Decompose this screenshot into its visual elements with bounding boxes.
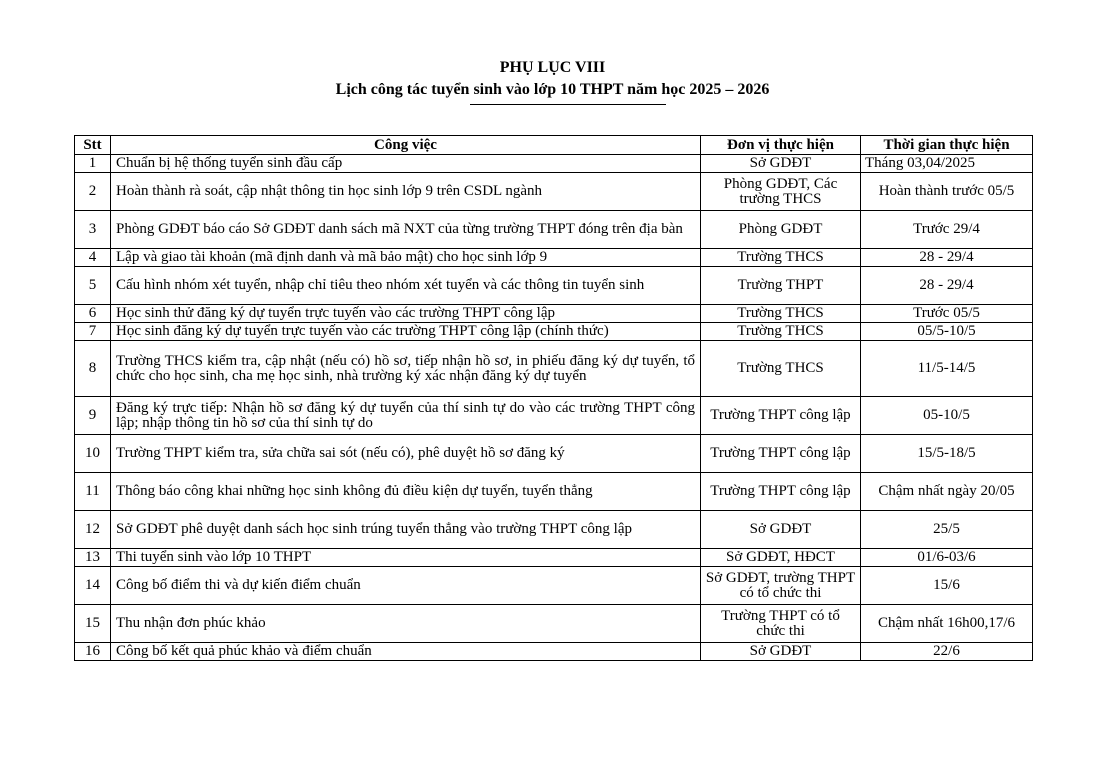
header-stt: Stt: [75, 136, 111, 155]
row-stt: 2: [75, 173, 111, 211]
row-stt: 3: [75, 211, 111, 249]
row-time: Trước 05/5: [861, 305, 1033, 323]
row-stt: 14: [75, 567, 111, 605]
table-row: [75, 211, 1033, 249]
table-row: [75, 605, 1033, 643]
row-unit: Sở GDĐT: [701, 511, 861, 549]
row-task: Đăng ký trực tiếp: Nhận hồ sơ đăng ký dự tuyển của thí sinh tự do vào các trường THPT công lập; nhập thông tin hồ sơ của thí sinh tự do: [111, 397, 701, 435]
row-unit: Trường THCS: [701, 341, 861, 397]
row-task: Phòng GDĐT báo cáo Sở GDĐT danh sách mã NXT của từng trường THPT đóng trên địa bàn: [111, 211, 701, 249]
table-row: [75, 397, 1033, 435]
row-task: Công bố điểm thi và dự kiến điểm chuẩn: [111, 567, 701, 605]
row-unit: Trường THPT công lập: [701, 435, 861, 473]
row-task: Công bố kết quả phúc khảo và điểm chuẩn: [111, 643, 701, 661]
row-time: 01/6-03/6: [861, 549, 1033, 567]
row-stt: 11: [75, 473, 111, 511]
table-row: [75, 249, 1033, 267]
row-unit: Sở GDĐT, trường THPT có tổ chức thi: [701, 567, 861, 605]
row-stt: 6: [75, 305, 111, 323]
row-stt: 13: [75, 549, 111, 567]
row-unit: Trường THCS: [701, 305, 861, 323]
row-task: Trường THPT kiểm tra, sửa chữa sai sót (nếu có), phê duyệt hồ sơ đăng ký: [111, 435, 701, 473]
row-stt: 16: [75, 643, 111, 661]
row-unit: Trường THPT: [701, 267, 861, 305]
row-time: 28 - 29/4: [861, 249, 1033, 267]
table-row: [75, 341, 1033, 397]
row-unit: Sở GDĐT: [701, 155, 861, 173]
row-unit: Trường THPT công lập: [701, 397, 861, 435]
table-row: [75, 567, 1033, 605]
row-task: Sở GDĐT phê duyệt danh sách học sinh trúng tuyển thẳng vào trường THPT công lập: [111, 511, 701, 549]
row-stt: 10: [75, 435, 111, 473]
row-unit: Trường THCS: [701, 323, 861, 341]
row-stt: 5: [75, 267, 111, 305]
schedule-table: [74, 135, 1033, 661]
row-time: 28 - 29/4: [861, 267, 1033, 305]
row-time: Chậm nhất ngày 20/05: [861, 473, 1033, 511]
row-task: Thi tuyển sinh vào lớp 10 THPT: [111, 549, 701, 567]
row-time: Hoàn thành trước 05/5: [861, 173, 1033, 211]
row-stt: 15: [75, 605, 111, 643]
table-row: [75, 305, 1033, 323]
table-row: [75, 511, 1033, 549]
row-task: Thông báo công khai những học sinh không đủ điều kiện dự tuyển, tuyển thẳng: [111, 473, 701, 511]
table-row: [75, 435, 1033, 473]
row-task: Trường THCS kiểm tra, cập nhật (nếu có) hồ sơ, tiếp nhận hồ sơ, in phiếu đăng ký dự tuyển, tổ chức cho học sinh, cha mẹ học sinh, nhà trường ký xác nhận đăng ký dự tuyển: [111, 341, 701, 397]
page-subtitle: Lịch công tác tuyển sinh vào lớp 10 THPT năm học 2025 – 2026: [335, 81, 770, 98]
table-row: [75, 155, 1033, 173]
row-task: Lập và giao tài khoản (mã định danh và mã bảo mật) cho học sinh lớp 9: [111, 249, 701, 267]
row-task: Học sinh thử đăng ký dự tuyển trực tuyến vào các trường THPT công lập: [111, 305, 701, 323]
row-stt: 9: [75, 397, 111, 435]
row-stt: 7: [75, 323, 111, 341]
row-unit: Sở GDĐT: [701, 643, 861, 661]
row-stt: 4: [75, 249, 111, 267]
row-task: Thu nhận đơn phúc khảo: [111, 605, 701, 643]
header-unit: Đơn vị thực hiện: [701, 136, 861, 155]
row-stt: 12: [75, 511, 111, 549]
row-unit: Phòng GDĐT, Các trường THCS: [701, 173, 861, 211]
header-task: Công việc: [111, 136, 701, 155]
table-row: [75, 643, 1033, 661]
subtitle-underline: [470, 104, 666, 105]
row-task: Học sinh đăng ký dự tuyển trực tuyến vào các trường THPT công lập (chính thức): [111, 323, 701, 341]
row-task: Chuẩn bị hệ thống tuyển sinh đầu cấp: [111, 155, 701, 173]
row-stt: 1: [75, 155, 111, 173]
table-row: [75, 173, 1033, 211]
row-time: 25/5: [861, 511, 1033, 549]
row-time: Tháng 03,04/2025: [861, 155, 1033, 173]
row-stt: 8: [75, 341, 111, 397]
row-time: Chậm nhất 16h00,17/6: [861, 605, 1033, 643]
row-unit: Trường THCS: [701, 249, 861, 267]
row-time: Trước 29/4: [861, 211, 1033, 249]
row-time: 22/6: [861, 643, 1033, 661]
row-time: 05/5-10/5: [861, 323, 1033, 341]
table-row: [75, 267, 1033, 305]
header-time: Thời gian thực hiện: [861, 136, 1033, 155]
page-title: PHỤ LỤC VIII: [499, 59, 606, 76]
table-row: [75, 323, 1033, 341]
row-time: 15/6: [861, 567, 1033, 605]
row-unit: Trường THPT công lập: [701, 473, 861, 511]
row-time: 05-10/5: [861, 397, 1033, 435]
table-row: [75, 473, 1033, 511]
row-time: 11/5-14/5: [861, 341, 1033, 397]
table-row: [75, 549, 1033, 567]
row-task: Hoàn thành rà soát, cập nhật thông tin học sinh lớp 9 trên CSDL ngành: [111, 173, 701, 211]
row-task: Cấu hình nhóm xét tuyển, nhập chỉ tiêu theo nhóm xét tuyển và các thông tin tuyển sinh: [111, 267, 701, 305]
row-unit: Sở GDĐT, HĐCT: [701, 549, 861, 567]
row-unit: Trường THPT có tổ chức thi: [701, 605, 861, 643]
row-unit: Phòng GDĐT: [701, 211, 861, 249]
table-header-row: [75, 136, 1033, 155]
row-time: 15/5-18/5: [861, 435, 1033, 473]
